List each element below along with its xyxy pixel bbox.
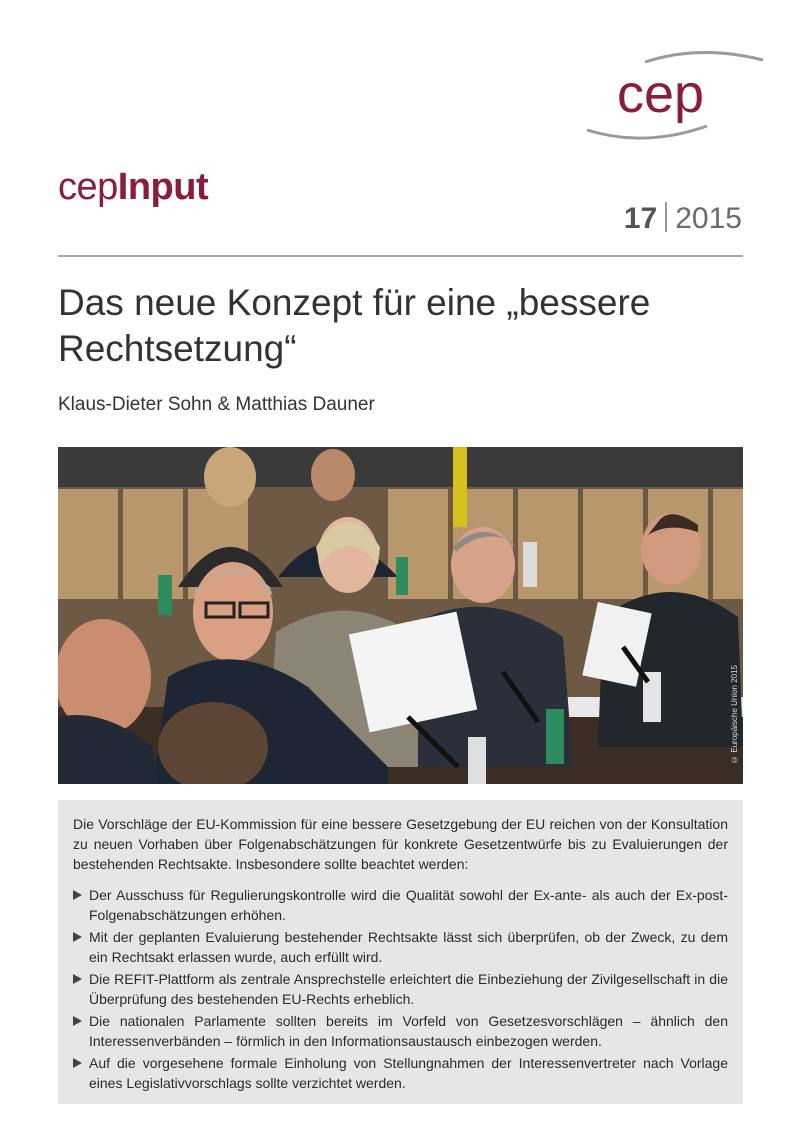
bullet-triangle-icon (73, 890, 82, 900)
bullet-text: Mit der geplanten Evaluierung bestehender Rechtsakte lässt sich überprüfen, ob der Zweck, zu dem ein Rechtsakt erlassen wurde, auch erfüllt wird. (89, 929, 728, 965)
issue-num: 17 (623, 202, 658, 235)
brand-light: cep (58, 166, 118, 208)
list-item (73, 1053, 728, 1093)
summary-intro: Die Vorschläge der EU-Kommission für eine bessere Gesetzgebung der EU reichen von der Konsultation zu neuen Vorhaben über Folgenabschätzungen für konkrete Gesetzentwürfe bis zu Evaluierungen der bestehenden Rechtsakte. Insbesondere sollte beachtet werden: (73, 816, 728, 872)
authors: Klaus-Dieter Sohn & Matthias Dauner (58, 394, 375, 415)
bullet-triangle-icon (73, 974, 82, 984)
bullet-triangle-icon (73, 1058, 82, 1068)
header-rule (58, 255, 743, 257)
list-item (73, 969, 728, 1009)
brand-bold: Input (117, 166, 209, 208)
bullet-triangle-icon (73, 932, 82, 942)
list-item (73, 885, 728, 925)
list-item (73, 1011, 728, 1051)
series-brand (58, 166, 208, 209)
logo-text: cep (617, 64, 705, 124)
bullet-text: Die REFIT-Plattform als zentrale Ansprechstelle erleichtert die Einbeziehung der Zivilgesellschaft in die Überprüfung des bestehenden EU-Rechts erheblich. (89, 971, 728, 1007)
bullet-text: Die nationalen Parlamente sollten bereits im Vorfeld von Gesetzesvorschlägen – ähnlich den Interessenverbänden – förmlich in den Informationsaustausch einbezogen werden. (89, 1013, 728, 1049)
summary-list (73, 885, 728, 1093)
list-item (73, 927, 728, 967)
bullet-text: Der Ausschuss für Regulierungskontrolle wird die Qualität sowohl der Ex-ante- als auch der Ex-post-Folgenabschätzungen erhöhen. (89, 887, 728, 923)
page-title: Das neue Konzept für eine „bessere Rechtsetzung“ (58, 282, 651, 369)
bullet-triangle-icon (73, 1016, 82, 1026)
issue-number (624, 202, 742, 236)
issue-year: 2015 (675, 202, 742, 235)
summary-box (58, 800, 743, 1104)
issue-separator (665, 202, 667, 232)
cep-logo (585, 48, 765, 158)
meeting-photo (58, 447, 743, 784)
photo-credit: © Europäische Union 2015 (730, 665, 739, 764)
bullet-text: Auf die vorgesehene formale Einholung von Stellungnahmen der Interessenvertreter nach Vorlage eines Legislativvorschlags sollte verzichtet werden. (89, 1055, 728, 1091)
